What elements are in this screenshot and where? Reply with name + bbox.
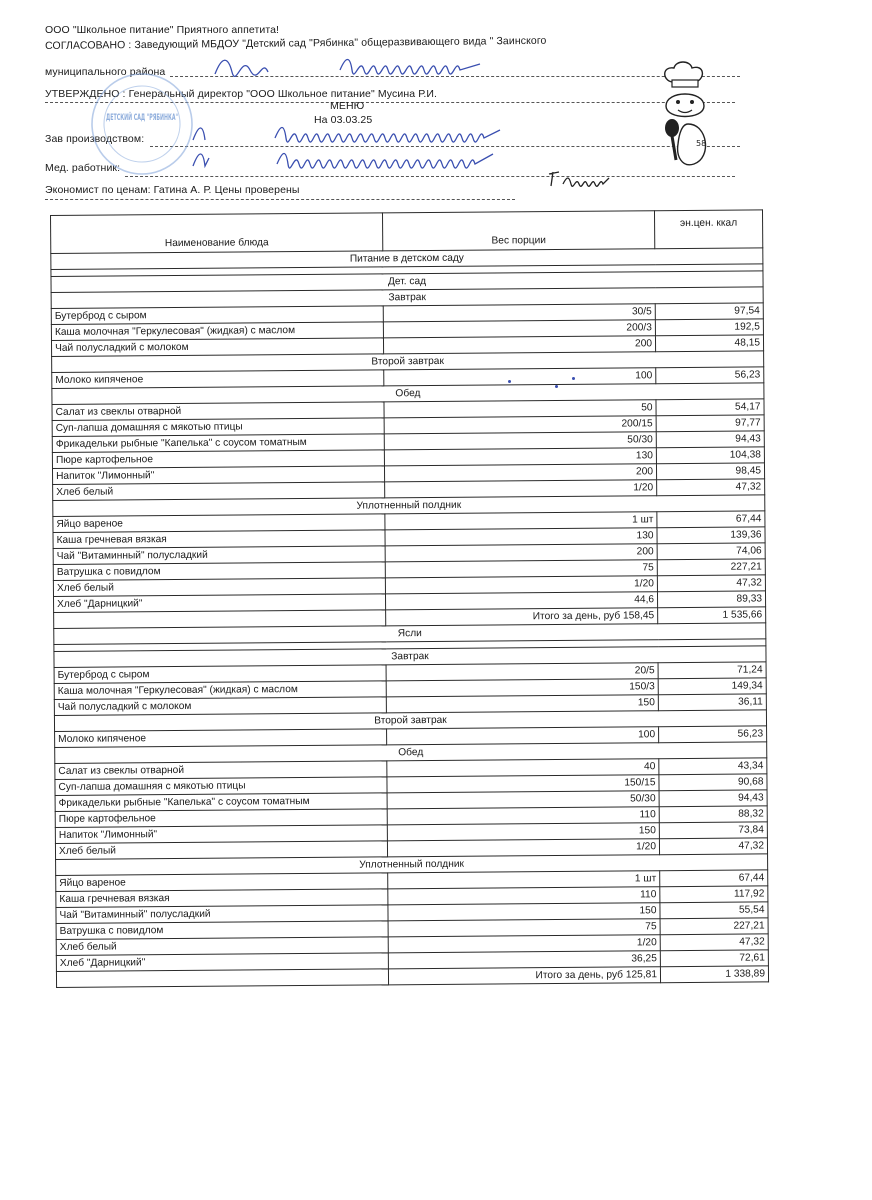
portion-weight: 150	[387, 823, 659, 841]
portion-weight: 100	[387, 727, 659, 745]
energy-kcal: 55,54	[660, 902, 768, 919]
chef-number: 58	[696, 139, 707, 148]
dish-name: Чай полусладкий с молоком	[54, 697, 386, 716]
total-price-label: Итого за день, руб 158,45	[386, 608, 658, 626]
dish-name: Салат из свеклы отварной	[52, 402, 384, 421]
portion-weight: 150	[388, 903, 660, 921]
dish-name: Ватрушка с повидлом	[56, 921, 388, 940]
dish-name: Бутерброд с сыром	[54, 665, 386, 684]
meal-title: Завтрак	[54, 646, 766, 668]
dish-name: Хлеб белый	[55, 841, 387, 860]
portion-weight: 75	[388, 919, 660, 937]
energy-kcal: 71,24	[658, 662, 766, 679]
dish-name: Хлеб белый	[53, 482, 385, 501]
portion-weight: 150/15	[387, 775, 659, 793]
dish-name: Чай "Витаминный" полусладкий	[53, 546, 385, 565]
energy-kcal: 72,61	[660, 950, 768, 967]
portion-weight: 50/30	[384, 432, 656, 450]
section-title: Питание в детском саду	[51, 248, 763, 270]
energy-kcal: 43,34	[659, 758, 767, 775]
dish-name: Хлеб "Дарницкий"	[53, 594, 385, 613]
dish-name: Напиток "Лимонный"	[55, 825, 387, 844]
energy-kcal: 47,32	[660, 934, 768, 951]
chef-mascot-icon	[648, 62, 728, 174]
portion-weight: 110	[388, 887, 660, 905]
total-empty-cell	[56, 969, 388, 988]
dish-name: Суп-лапша домашняя с мякотью птицы	[55, 777, 387, 796]
portion-weight: 44,6	[385, 592, 657, 610]
portion-weight: 20/5	[386, 663, 658, 681]
menu-title: МЕНЮ	[330, 100, 365, 112]
medic-label: Мед. работник:	[45, 162, 121, 174]
menu-date: На 03.03.25	[314, 114, 373, 126]
energy-kcal: 89,33	[657, 591, 765, 608]
menu-table	[50, 209, 769, 988]
dish-name: Каша молочная "Геркулесовая" (жидкая) с маслом	[51, 322, 383, 341]
energy-kcal: 47,32	[657, 479, 765, 496]
dish-name: Пюре картофельное	[55, 809, 387, 828]
energy-kcal: 47,32	[657, 575, 765, 592]
portion-weight: 130	[384, 448, 656, 466]
energy-kcal: 94,43	[659, 790, 767, 807]
portion-weight: 150	[386, 695, 658, 713]
approved-line: УТВЕРЖДЕНО : Генеральный директор "ООО Школьное питание" Мусина Р.И.	[45, 88, 438, 100]
section-subtitle: Дет. сад	[51, 271, 763, 293]
portion-weight: 1/20	[385, 576, 657, 594]
portion-weight: 36,25	[388, 951, 660, 969]
section-title: Ясли	[54, 623, 766, 645]
portion-weight: 100	[384, 368, 656, 386]
portion-weight: 150/3	[386, 679, 658, 697]
energy-kcal: 98,45	[656, 463, 764, 480]
portion-weight: 1 шт	[385, 512, 657, 530]
portion-weight: 1/20	[388, 935, 660, 953]
energy-kcal: 67,44	[657, 511, 765, 528]
meal-title: Уплотненный полдник	[53, 495, 765, 517]
energy-kcal: 47,32	[659, 838, 767, 855]
portion-weight: 1 шт	[388, 871, 660, 889]
dish-name: Каша гречневая вязкая	[53, 530, 385, 549]
energy-kcal: 56,23	[656, 367, 764, 384]
signature-agreed	[210, 48, 510, 82]
menu-table-body	[51, 248, 769, 988]
total-price-label: Итого за день, руб 125,81	[388, 967, 660, 985]
dish-name: Каша гречневая вязкая	[56, 889, 388, 908]
header-weight: Вес порции	[382, 211, 654, 251]
portion-weight: 200	[384, 464, 656, 482]
energy-kcal: 227,21	[657, 559, 765, 576]
energy-kcal: 48,15	[655, 335, 763, 352]
dish-name: Суп-лапша домашняя с мякотью птицы	[52, 418, 384, 437]
total-kcal: 1 338,89	[660, 966, 768, 983]
meal-title: Обед	[52, 383, 764, 405]
company-line: ООО "Школьное питание" Приятного аппетита!	[45, 24, 280, 36]
portion-weight: 1/20	[387, 839, 659, 857]
portion-weight: 40	[387, 759, 659, 777]
dish-name: Ватрушка с повидлом	[53, 562, 385, 581]
header-kcal: эн.цен. ккал	[654, 210, 762, 249]
portion-weight: 200/3	[383, 320, 655, 338]
agreed-line-cont: муниципального района	[45, 66, 166, 78]
signature-medic	[185, 142, 525, 174]
dish-name: Пюре картофельное	[52, 450, 384, 469]
production-head-label: Зав производством:	[45, 133, 145, 145]
dish-name: Хлеб белый	[53, 578, 385, 597]
agreed-line: СОГЛАСОВАНО : Заведующий МБДОУ "Детский сад "Рябинка" общеразвивающего вида " Заинского	[45, 34, 547, 52]
dish-name: Яйцо вареное	[53, 514, 385, 533]
energy-kcal: 67,44	[660, 870, 768, 887]
portion-weight: 200	[383, 336, 655, 354]
dish-name: Чай "Витаминный" полусладкий	[56, 905, 388, 924]
energy-kcal: 192,5	[655, 319, 763, 336]
dish-name: Чай полусладкий с молоком	[51, 338, 383, 357]
header-dish-name: Наименование блюда	[51, 213, 383, 254]
dish-name: Бутерброд с сыром	[51, 306, 383, 325]
meal-title: Обед	[55, 742, 767, 764]
dish-name: Хлеб "Дарницкий"	[56, 953, 388, 972]
dish-name: Фрикадельки рыбные "Капелька" с соусом томатным	[52, 434, 384, 453]
energy-kcal: 54,17	[656, 399, 764, 416]
stamp-text: ДЕТСКИЙ САД "РЯБИНКА"	[106, 113, 243, 123]
portion-weight: 50/30	[387, 791, 659, 809]
portion-weight: 30/5	[383, 304, 655, 322]
portion-weight: 75	[385, 560, 657, 578]
dish-name: Молоко кипяченое	[52, 370, 384, 389]
energy-kcal: 97,77	[656, 415, 764, 432]
dish-name: Напиток "Лимонный"	[52, 466, 384, 485]
meal-title: Уплотненный полдник	[56, 854, 768, 876]
meal-title: Второй завтрак	[52, 351, 764, 373]
portion-weight: 200	[385, 544, 657, 562]
energy-kcal: 73,84	[659, 822, 767, 839]
meal-title: Завтрак	[51, 287, 763, 309]
portion-weight: 110	[387, 807, 659, 825]
energy-kcal: 36,11	[658, 694, 766, 711]
energy-kcal: 56,23	[659, 726, 767, 743]
energy-kcal: 227,21	[660, 918, 768, 935]
dish-name: Каша молочная "Геркулесовая" (жидкая) с маслом	[54, 681, 386, 700]
table-header-row	[51, 210, 763, 254]
dish-name: Фрикадельки рыбные "Капелька" с соусом томатным	[55, 793, 387, 812]
total-kcal: 1 535,66	[658, 607, 766, 624]
dish-name: Яйцо вареное	[56, 873, 388, 892]
meal-title: Второй завтрак	[54, 710, 766, 732]
dish-name: Хлеб белый	[56, 937, 388, 956]
portion-weight: 50	[384, 400, 656, 418]
energy-kcal: 90,68	[659, 774, 767, 791]
energy-kcal: 94,43	[656, 431, 764, 448]
dish-name: Молоко кипяченое	[55, 729, 387, 748]
energy-kcal: 139,36	[657, 527, 765, 544]
energy-kcal: 104,38	[656, 447, 764, 464]
portion-weight: 200/15	[384, 416, 656, 434]
energy-kcal: 88,32	[659, 806, 767, 823]
economist-line-rule	[45, 199, 515, 200]
portion-weight: 1/20	[385, 480, 657, 498]
energy-kcal: 149,34	[658, 678, 766, 695]
portion-weight: 130	[385, 528, 657, 546]
round-stamp	[88, 70, 243, 178]
economist-line: Экономист по ценам: Гатина А. Р. Цены проверены	[45, 184, 300, 196]
medic-line	[125, 176, 735, 177]
energy-kcal: 117,92	[660, 886, 768, 903]
dish-name: Салат из свеклы отварной	[55, 761, 387, 780]
signature-economist	[545, 166, 615, 190]
energy-kcal: 74,06	[657, 543, 765, 560]
energy-kcal: 97,54	[655, 303, 763, 320]
